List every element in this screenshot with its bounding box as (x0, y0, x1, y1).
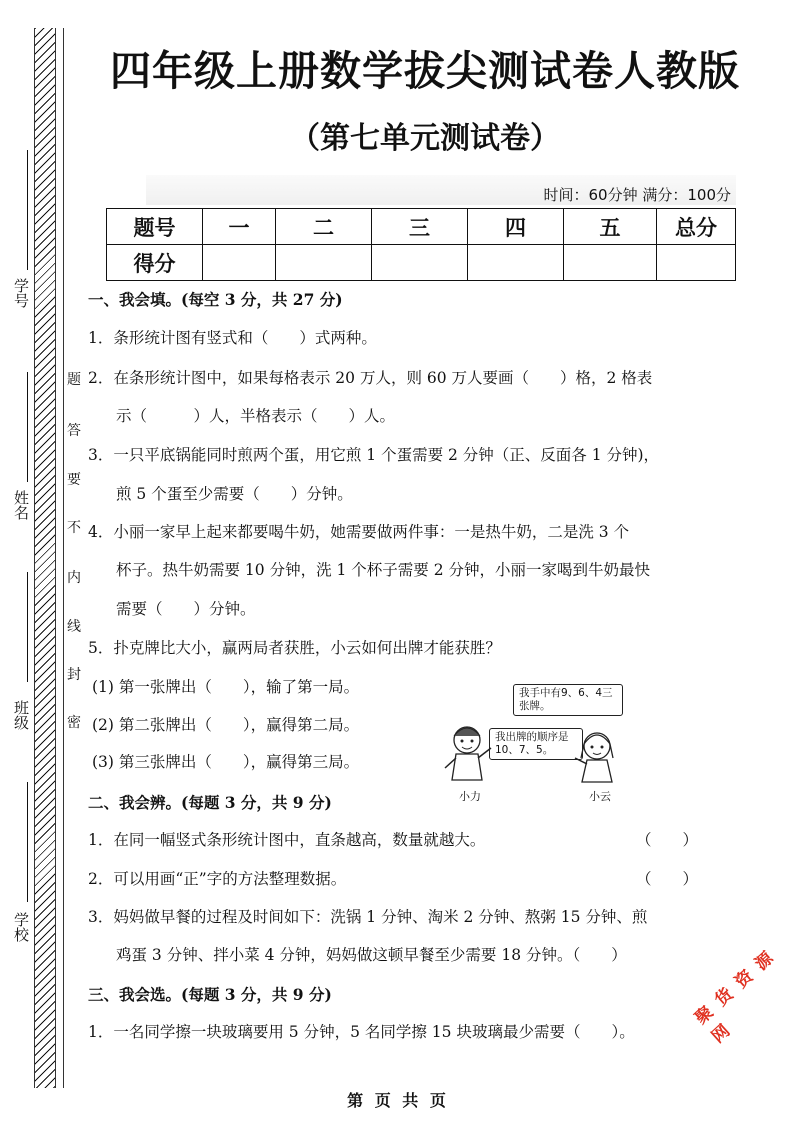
student-id-line (27, 150, 28, 270)
section-heading: 二、我会辨。(每题 3 分，共 9 分) (88, 793, 332, 812)
page-subtitle: （第七单元测试卷） (290, 121, 560, 156)
score-cell: 总分 (657, 209, 736, 245)
score-table-header-row (107, 209, 736, 245)
question-line: 示（ ）人，半格表示（ ）人。 (116, 407, 396, 425)
question-line: 4．小丽一家早上起来都要喝牛奶，她需要做两件事：一是热牛奶，二是洗 3 个 (88, 523, 630, 541)
score-cell: 得分 (107, 245, 203, 281)
question-line: (2) 第二张牌出（ ），赢得第二局。 (92, 716, 360, 734)
answer-paren: （ ） (636, 870, 699, 888)
score-cell: 题号 (107, 209, 203, 245)
question-line: 需要（ ）分钟。 (116, 600, 256, 618)
score-input-cell[interactable] (203, 245, 276, 281)
fold-char: 题 (67, 372, 81, 388)
time-score-line: 时间：60分钟 满分：100分 (543, 186, 731, 204)
question-line: 1．一名同学擦一块玻璃要用 5 分钟，5 名同学擦 15 块玻璃最少需要（ ）。 (88, 1023, 635, 1041)
characters-drawing (437, 718, 627, 794)
question-line: 2．在条形统计图中，如果每格表示 20 万人，则 60 万人要画（ ）格，2 格表 (88, 369, 653, 387)
score-cell: 一 (203, 209, 276, 245)
watermark-stamp: 聚 货 资 源 网 (691, 946, 779, 1048)
score-cell: 三 (372, 209, 468, 245)
score-input-cell[interactable] (468, 245, 564, 281)
card-game-illustration (437, 684, 627, 802)
name-line (27, 372, 28, 482)
page-footer: 第 页 共 页 (347, 1091, 446, 1110)
section-heading: 三、我会选。(每题 3 分，共 9 分) (88, 985, 332, 1004)
page-title: 四年级上册数学拔尖测试卷人教版 (110, 47, 740, 95)
school-label: 学校 (12, 912, 30, 942)
score-input-cell[interactable] (564, 245, 657, 281)
question-line: 杯子。热牛奶需要 10 分钟，洗 1 个杯子需要 2 分钟，小丽一家喝到牛奶最快 (116, 561, 651, 579)
question-line: 1．条形统计图有竖式和（ ）式两种。 (88, 329, 377, 347)
section-heading: 一、我会填。(每空 3 分，共 27 分) (88, 290, 343, 309)
fold-char: 内 (67, 570, 81, 586)
class-line (27, 572, 28, 682)
question-line: 1．在同一幅竖式条形统计图中，直条越高，数量就越大。 (88, 831, 486, 849)
fold-char: 密 (67, 715, 81, 731)
score-input-cell[interactable] (276, 245, 372, 281)
fold-char: 封 (67, 667, 81, 683)
question-line: 2．可以用画“正”字的方法整理数据。 (88, 870, 347, 888)
question-line: 鸡蛋 3 分钟、拌小菜 4 分钟，妈妈做这顿早餐至少需要 18 分钟。（ ） (116, 946, 627, 964)
question-line: 煎 5 个蛋至少需要（ ）分钟。 (116, 485, 353, 503)
score-table-score-row (107, 245, 736, 281)
fold-char: 答 (67, 423, 81, 439)
speech-bubble-xiaoyun: 我手中有9、6、4三张牌。 (513, 684, 623, 716)
question-line: 5．扑克牌比大小，赢两局者获胜，小云如何出牌才能获胜？ (88, 639, 501, 657)
question-line: (1) 第一张牌出（ ），输了第一局。 (92, 678, 360, 696)
question-line: 3．一只平底锅能同时煎两个蛋，用它煎 1 个蛋需要 2 分钟（正、反面各 1 分钟)， (88, 446, 660, 464)
question-line: (3) 第三张牌出（ ），赢得第三局。 (92, 753, 360, 771)
fold-char: 线 (67, 619, 81, 635)
score-cell: 二 (276, 209, 372, 245)
score-input-cell[interactable] (372, 245, 468, 281)
student-id-label: 学号 (12, 278, 30, 308)
fold-char: 不 (67, 520, 81, 536)
binding-hatch (34, 28, 56, 1088)
question-line: 3．妈妈做早餐的过程及时间如下：洗锅 1 分钟、淘米 2 分钟、熬粥 15 分钟、煎 (88, 908, 648, 926)
name-label: 姓名 (12, 490, 30, 520)
speech-bubble-xiaoli: 我出牌的顺序是10、7、5。 (489, 728, 583, 760)
character-name-xiaoli: 小力 (459, 790, 481, 803)
score-cell: 四 (468, 209, 564, 245)
answer-paren: （ ） (636, 831, 699, 849)
score-cell: 五 (564, 209, 657, 245)
school-line (27, 782, 28, 902)
score-table (106, 208, 736, 281)
character-name-xiaoyun: 小云 (589, 790, 611, 803)
class-label: 班级 (12, 700, 30, 730)
fold-char: 要 (67, 472, 81, 488)
fold-line (63, 28, 64, 1088)
score-input-cell[interactable] (657, 245, 736, 281)
